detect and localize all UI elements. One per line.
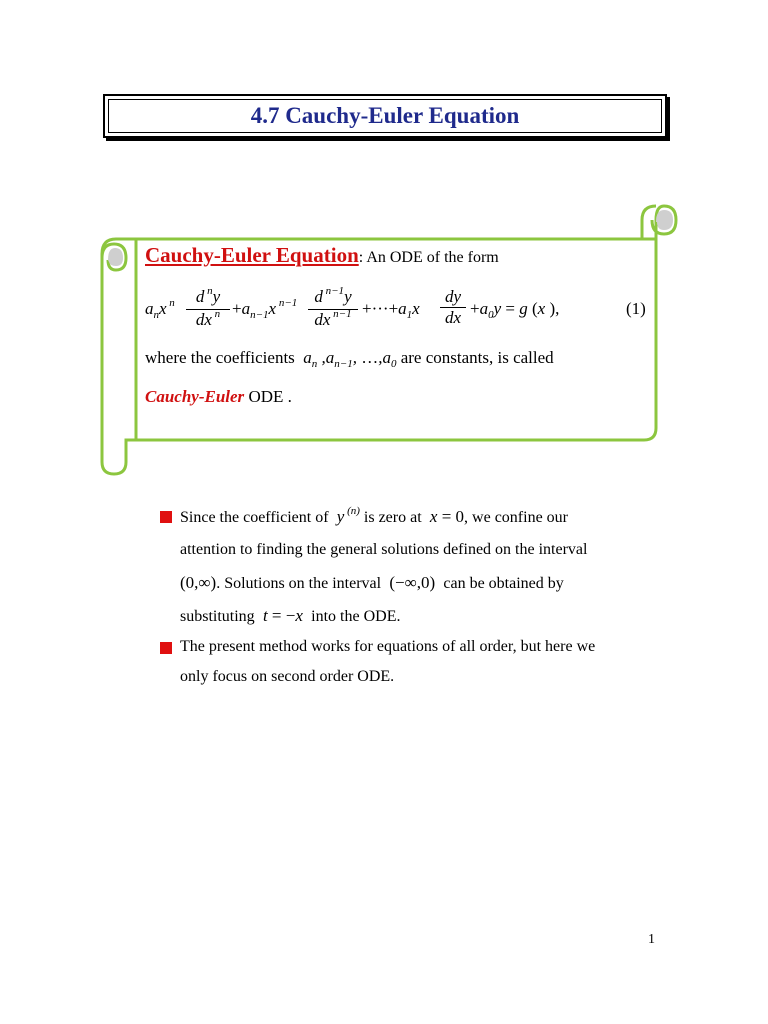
coefficients-line (145, 348, 554, 368)
definition-intro: : An ODE of the form (358, 249, 499, 266)
definition-heading (145, 243, 499, 268)
page-number: 1 (648, 932, 655, 947)
scroll-frame (96, 200, 686, 480)
cauchy-euler-label: Cauchy-Euler (145, 387, 245, 406)
definition-term: Cauchy-Euler Equation (145, 243, 359, 267)
bullet-1-line-3: (0,∞). Solutions on the interval (−∞,0) can be obtained by (180, 573, 564, 592)
section-title: 4.7 Cauchy-Euler Equation (250, 103, 520, 128)
bullet-marker-2 (160, 642, 172, 654)
bullet-marker-1 (160, 511, 172, 523)
bullet-2-line-1: The present method works for equations of all order, but here we (180, 638, 596, 655)
where-text: where the coefficients (145, 348, 295, 367)
coeff-tail: are constants, is called (400, 348, 554, 367)
bullet-1-line-4: substituting t = −x into the ODE. (180, 606, 401, 625)
cauchy-tail: ODE . (244, 387, 292, 406)
bullet-1-line-2: attention to finding the general solutions defined on the interval (180, 541, 588, 558)
equation-number: (1) (626, 299, 646, 318)
bullet-2-line-2: only focus on second order ODE. (180, 668, 395, 685)
section-title-box (103, 94, 667, 138)
bullet-1-line-1: Since the coefficient of y $^{(n)}$ is zero at x = 0, we confine our (180, 505, 569, 526)
called-line (145, 387, 292, 407)
coefficients-list: $a_n$ $,a_{n-1}$, $\dots,a_0$ (299, 348, 397, 370)
